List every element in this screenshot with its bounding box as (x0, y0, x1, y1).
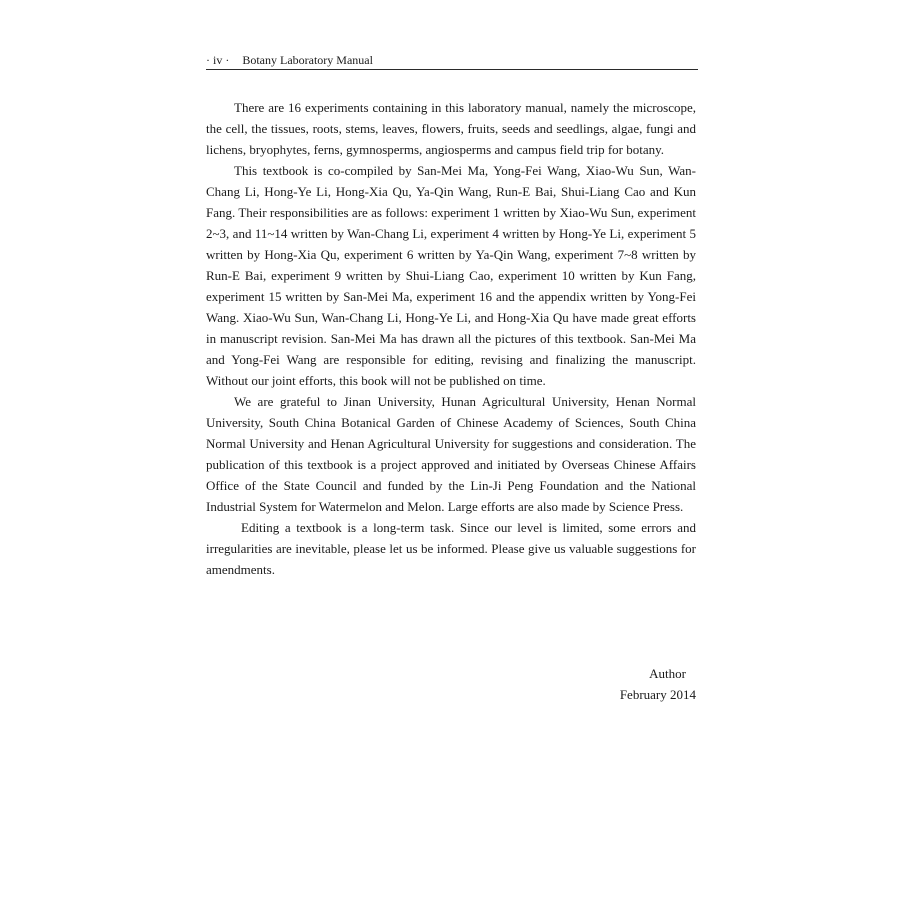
signature-author: Author (649, 666, 686, 681)
book-title: Botany Laboratory Manual (242, 53, 373, 67)
preface-body (206, 97, 696, 580)
signature-block (620, 663, 696, 705)
header-divider (206, 69, 698, 70)
paragraph-contributors: This textbook is co-compiled by San-Mei Ma, Yong-Fei Wang, Xiao-Wu Sun, Wan-Chang Li, Hong-Ye Li, Hong-Xia Qu, Ya-Qin Wang, Run-E Bai, Shui-Liang Cao and Kun Fang. Their responsibilities are as follows: experiment 1 written by Xiao-Wu Sun, experiment 2~3, and 11~14 written by Wan-Chang Li, experiment 4 written by Hong-Ye Li, experiment 5 written by Hong-Xia Qu, experiment 6 written by Ya-Qin Wang, experiment 7~8 written by Run-E Bai, experiment 9 written by Shui-Liang Cao, experiment 10 written by Kun Fang, experiment 15 written by San-Mei Ma, experiment 16 and the appendix written by Yong-Fei Wang. Xiao-Wu Sun, Wan-Chang Li, Hong-Ye Li, and Hong-Xia Qu have made great efforts in manuscript revision. San-Mei Ma has drawn all the pictures of this textbook. San-Mei Ma and Yong-Fei Wang are responsible for editing, revising and finalizing the manuscript. Without our joint efforts, this book will not be published on time. (206, 163, 696, 388)
paragraph-acknowledgements: We are grateful to Jinan University, Hunan Agricultural University, Henan Normal University, South China Botanical Garden of Chinese Academy of Sciences, South China Normal University and Henan Agricultural University for suggestions and consideration. The publication of this textbook is a project approved and initiated by Overseas Chinese Affairs Office of the State Council and funded by the Lin-Ji Peng Foundation and the National Industrial System for Watermelon and Melon. Large efforts are also made by Science Press. (206, 394, 696, 514)
page-number: · iv · (206, 53, 230, 67)
paragraph-experiments: There are 16 experiments containing in this laboratory manual, namely the microscope, the cell, the tissues, roots, stems, leaves, flowers, fruits, seeds and seedlings, algae, fungi and lichens, bryophytes, ferns, gymnosperms, angiosperms and campus field trip for botany. (206, 100, 696, 157)
running-header (206, 52, 698, 70)
signature-date: February 2014 (619, 687, 696, 702)
paragraph-closing: Editing a textbook is a long-term task. Since our level is limited, some errors and irregularities are inevitable, please let us be informed. Please give us valuable suggestions for amendments. (206, 520, 696, 577)
